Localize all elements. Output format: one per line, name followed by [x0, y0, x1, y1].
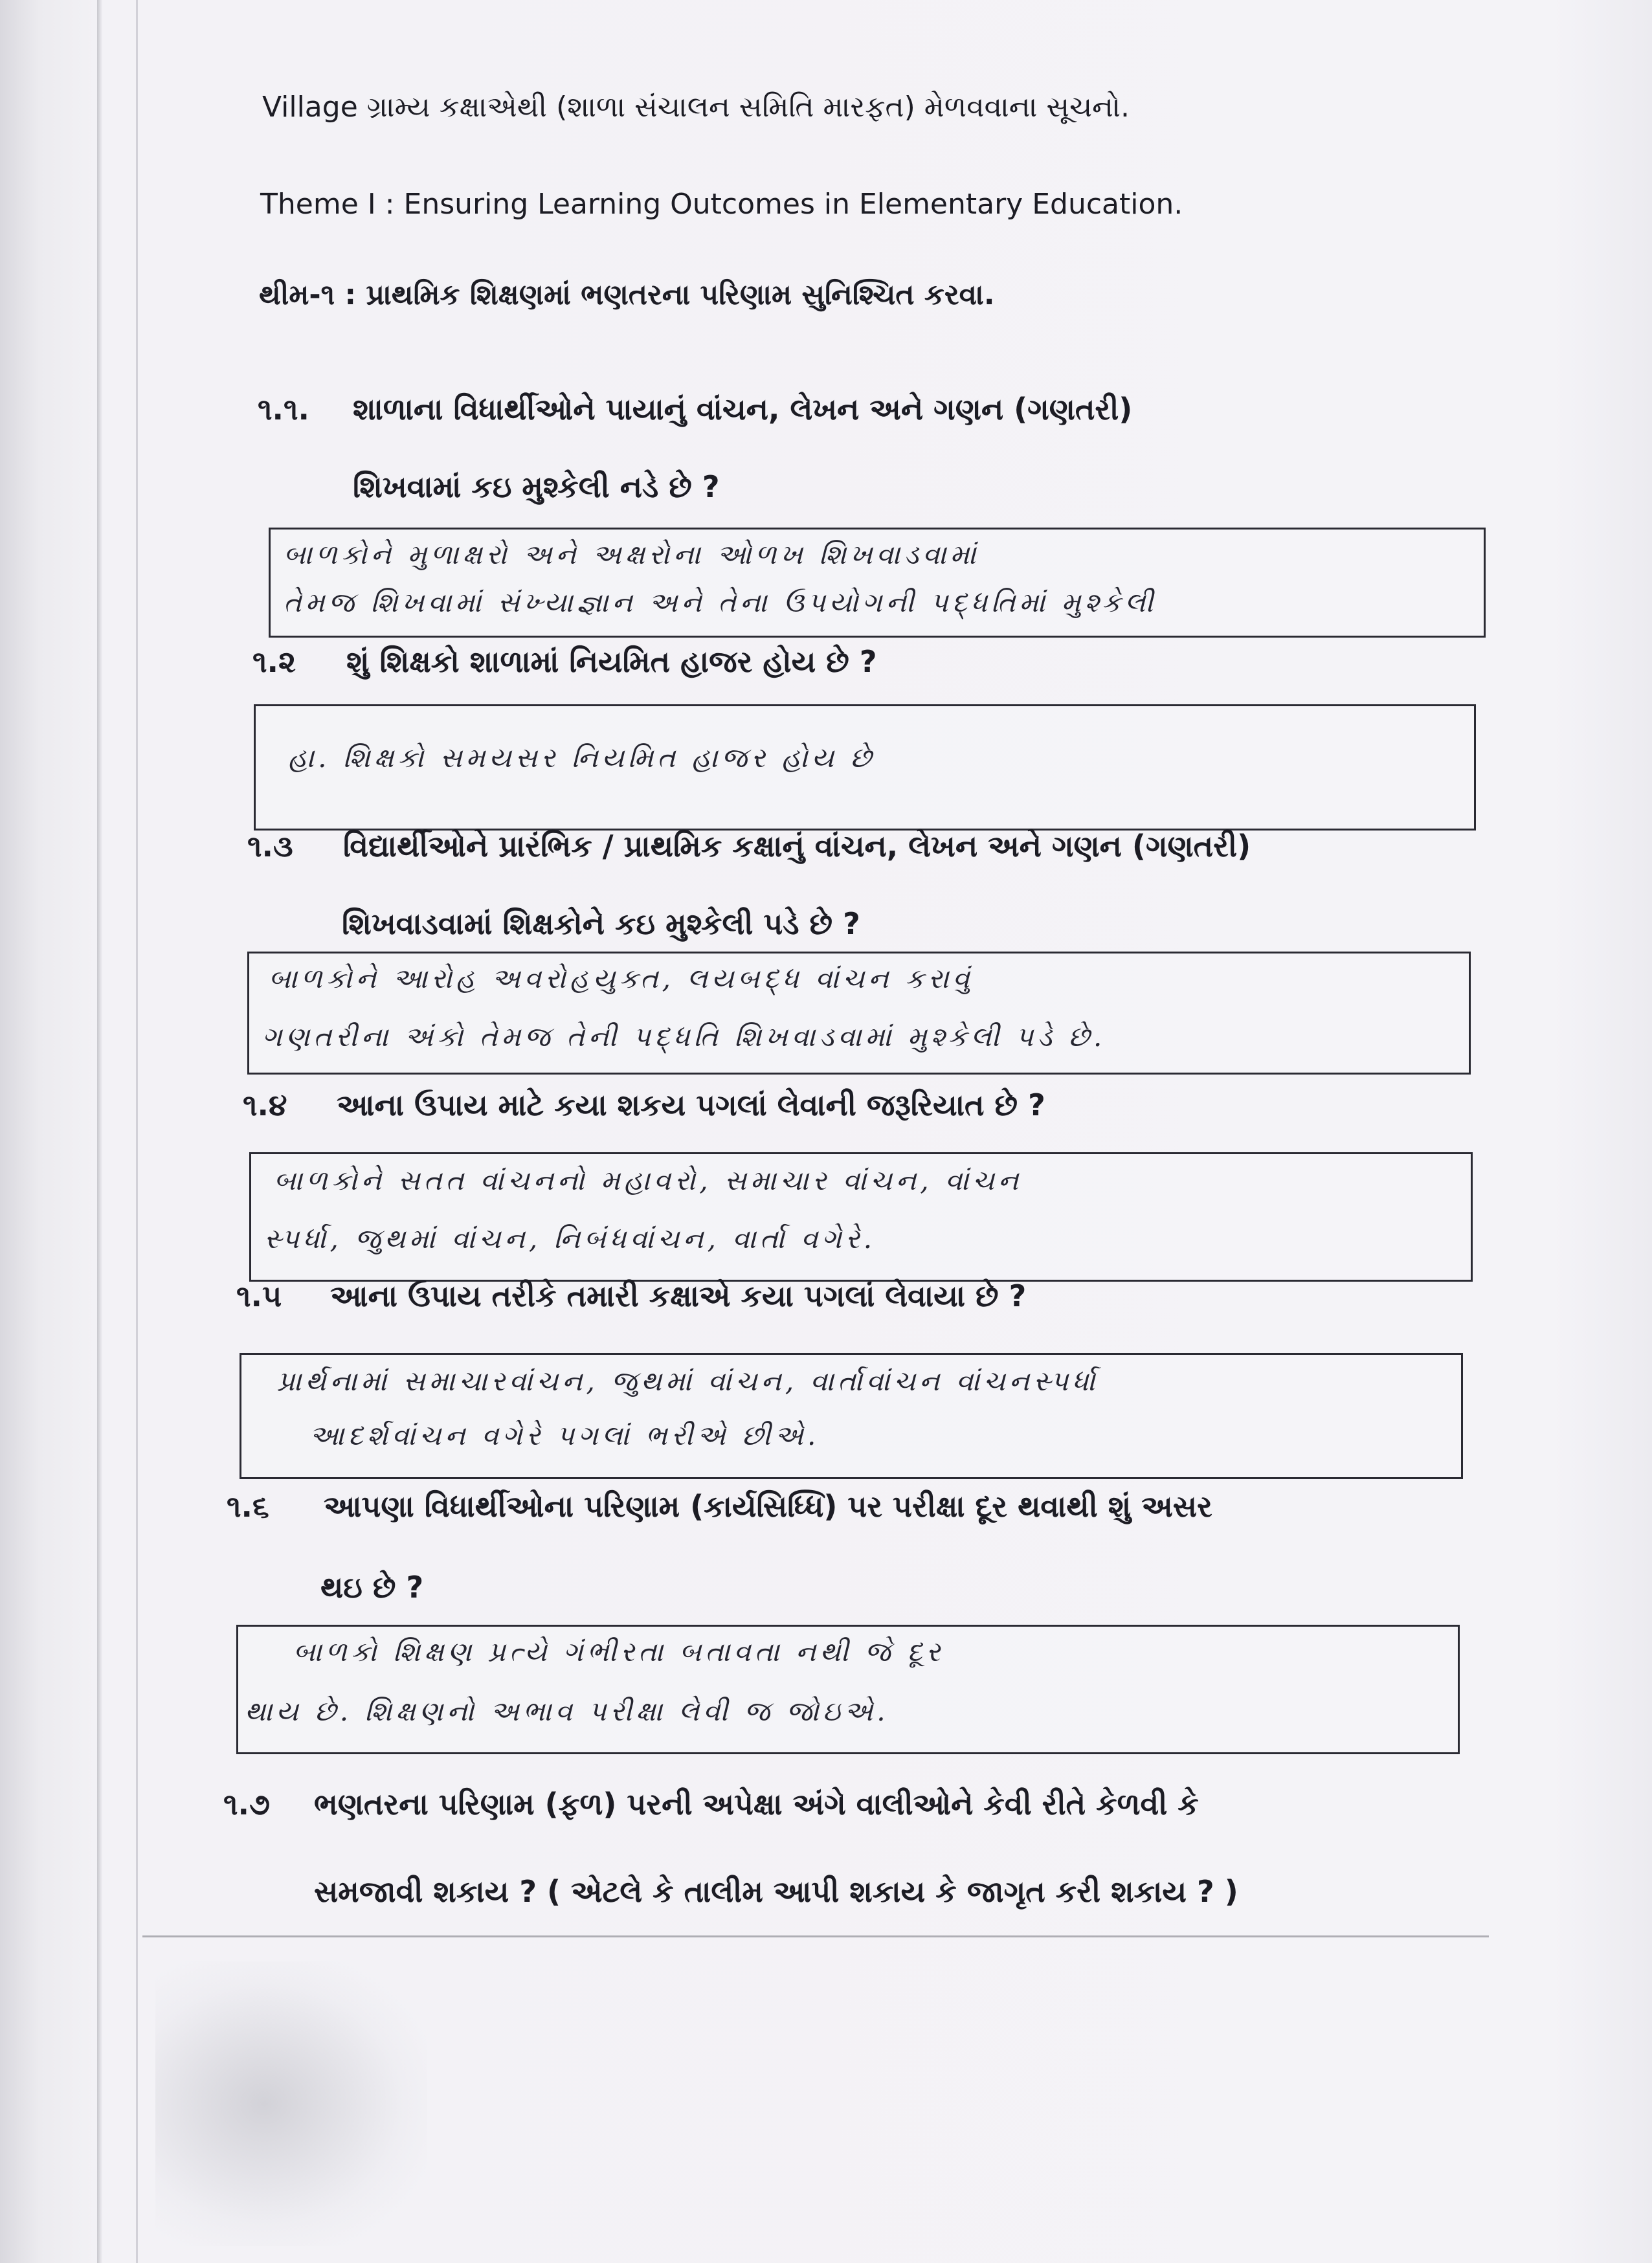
margin-edge: [136, 0, 138, 2263]
answer-box[interactable]: [269, 528, 1486, 638]
question-number: ૧.૭: [223, 1787, 270, 1822]
question-text: શિખવાડવામાં શિક્ષકોને કઇ મુશ્કેલી પડે છે ?: [342, 906, 860, 941]
handwritten-answer: ગણતરીના અંકો તેમજ તેની પદ્ધતિ શિખવાડવામાં મુશ્કેલી પડે છે.: [262, 1021, 1106, 1053]
handwritten-answer: બાળકોને આરોહ અવરોહયુક્ત, લયબદ્ધ વાંચન કરાવું: [269, 963, 974, 994]
theme-gujarati: થીમ-૧ : પ્રાથમિક શિક્ષણમાં ભણતરના પરિણામ સુનિશ્ચિત કરવા.: [259, 278, 995, 311]
handwritten-answer: બાળકો શિક્ષણ પ્રત્યે ગંભીરતા બતાવતા નથી જે દૂર: [293, 1636, 944, 1667]
village-heading: Village ગ્રામ્ય કક્ષાએથી (શાળા સંચાલન સમિતિ મારફત) મેળવવાના સૂચનો.: [262, 91, 1130, 124]
handwritten-answer: પ્રાર્થનામાં સમાચારવાંચન, જુથમાં વાંચન, વાર્તાવાંચન વાંચનસ્પર્ધા: [277, 1365, 1099, 1397]
question-text: ભણતરના પરિણામ (ફળ) પરની અપેક્ષા અંગે વાલીઓને કેવી રીતે કેળવી કે: [314, 1787, 1199, 1822]
handwritten-answer: બાળકોને સતત વાંચનનો મહાવરો, સમાચાર વાંચન, વાંચન: [274, 1165, 1023, 1196]
question-number: ૧.૪: [243, 1087, 287, 1122]
handwritten-answer: આદર્શવાંચન વગેરે પગલાં ભરીએ છીએ.: [309, 1420, 820, 1451]
handwritten-answer: થાય છે. શિક્ષણનો અભાવ પરીક્ષા લેવી જ જોઇએ.: [245, 1695, 889, 1727]
question-text: થઇ છે ?: [320, 1570, 424, 1605]
answer-box[interactable]: [247, 952, 1471, 1075]
scan-smudge: [155, 1961, 427, 2246]
question-text: શું શિક્ષકો શાળામાં નિયમિત હાજર હોય છે ?: [346, 644, 877, 679]
theme-english: Theme I : Ensuring Learning Outcomes in Elementary Education.: [260, 188, 1183, 221]
question-text: સમજાવી શકાય ? ( એટલે કે તાલીમ આપી શકાય કે જાગૃત કરી શકાય ? ): [314, 1874, 1238, 1909]
handwritten-answer: બાળકોને મુળાક્ષરો અને અક્ષરોના ઓળખ શિખવાડવામાં: [284, 539, 980, 570]
question-text: શિખવામાં કઇ મુશ્કેલી નડે છે ?: [353, 469, 720, 504]
page-fold-line: [142, 1935, 1489, 1937]
question-text: આના ઉપાય માટે કયા શકય પગલાં લેવાની જરૂરિયાત છે ?: [337, 1087, 1045, 1122]
question-number: ૧.૫: [236, 1278, 282, 1313]
handwritten-answer: હા. શિક્ષકો સમયસર નિયમિત હાજર હોય છે: [288, 742, 875, 774]
question-text: આપણા વિધાર્થીઓના પરિણામ (કાર્યસિધ્ધિ) પર પરીક્ષા દૂર થવાથી શું અસર: [324, 1489, 1212, 1524]
answer-box[interactable]: [240, 1353, 1463, 1479]
answer-box[interactable]: [254, 704, 1476, 831]
question-number: ૧.૬: [227, 1489, 269, 1524]
answer-box[interactable]: [249, 1152, 1473, 1282]
binding-shadow: [97, 0, 102, 2263]
question-text: આના ઉપાય તરીકે તમારી કક્ષાએ કયા પગલાં લેવાયા છે ?: [330, 1278, 1027, 1313]
question-number: ૧.૧.: [258, 392, 310, 427]
question-number: ૧.૩: [247, 829, 293, 864]
question-text: શાળાના વિધાર્થીઓને પાયાનું વાંચન, લેખન અને ગણન (ગણતરી): [353, 392, 1133, 427]
answer-box[interactable]: [236, 1625, 1460, 1754]
question-text: વિદ્યાર્થીઓને પ્રારંભિક / પ્રાથમિક કક્ષાનું વાંચન, લેખન અને ગણન (ગણતરી): [343, 829, 1251, 864]
question-number: ૧.૨: [252, 644, 296, 679]
handwritten-answer: તેમજ શિખવામાં સંખ્યાજ્ઞાન અને તેના ઉપયોગની પદ્ધતિમાં મુશ્કેલી: [284, 586, 1157, 618]
handwritten-answer: સ્પર્ધા, જુથમાં વાંચન, નિબંધવાંચન, વાર્તા વગેરે.: [264, 1223, 876, 1254]
